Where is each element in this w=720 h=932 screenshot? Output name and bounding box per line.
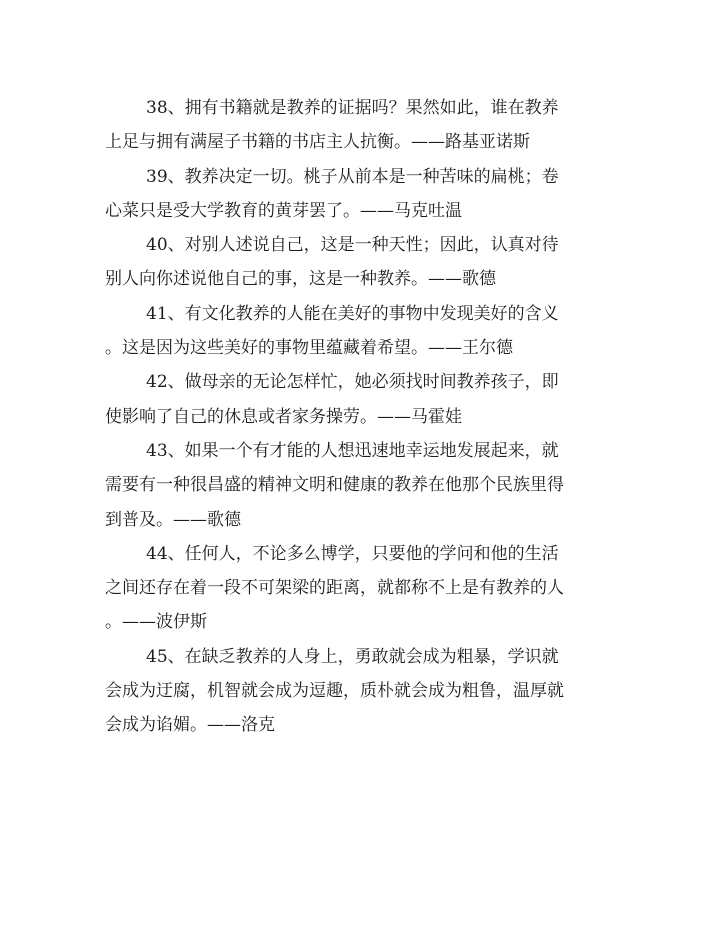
quote-40 xyxy=(105,228,625,297)
quote-line: 之间还存在着一段不可架梁的距离，就都称不上是有教养的人 xyxy=(105,578,564,599)
quote-list xyxy=(105,91,625,743)
quote-line: 。这是因为这些美好的事物里蕴藏着希望。——王尔德 xyxy=(105,338,513,359)
quote-43 xyxy=(105,434,625,537)
quote-45 xyxy=(105,640,625,743)
quote-line: 41、有文化教养的人能在美好的事物中发现美好的含义 xyxy=(146,303,559,324)
quote-line: 心菜只是受大学教育的黄芽罢了。——马克吐温 xyxy=(105,200,462,221)
quote-line: 上足与拥有满屋子书籍的书店主人抗衡。——路基亚诺斯 xyxy=(105,132,530,153)
quote-39 xyxy=(105,160,625,229)
quote-42 xyxy=(105,365,625,434)
quote-line: 会成为迂腐，机智就会成为逗趣，质朴就会成为粗鲁，温厚就 xyxy=(105,681,564,702)
quote-line: 使影响了自己的休息或者家务操劳。——马霍娃 xyxy=(105,406,462,427)
quote-38 xyxy=(105,91,625,160)
quote-line: 44、任何人，不论多么博学，只要他的学问和他的生活 xyxy=(146,543,559,564)
quote-41 xyxy=(105,297,625,366)
quote-line: 。——波伊斯 xyxy=(105,612,207,633)
quote-line: 38、拥有书籍就是教养的证据吗？果然如此，谁在教养 xyxy=(146,98,559,118)
quote-line: 别人向你述说他自己的事，这是一种教养。——歌德 xyxy=(105,269,496,290)
quote-line: 40、对别人述说自己，这是一种天性；因此，认真对待 xyxy=(146,235,559,256)
quote-line: 需要有一种很昌盛的精神文明和健康的教养在他那个民族里得 xyxy=(105,475,564,496)
quote-line: 42、做母亲的无论怎样忙，她必须找时间教养孩子，即 xyxy=(146,372,559,393)
quote-line: 45、在缺乏教养的人身上，勇敢就会成为粗暴，学识就 xyxy=(146,646,559,667)
quote-line: 43、如果一个有才能的人想迅速地幸运地发展起来，就 xyxy=(146,440,559,461)
quote-line: 会成为谄媚。——洛克 xyxy=(105,715,275,736)
quote-44 xyxy=(105,537,625,640)
quote-line: 39、教养决定一切。桃子从前本是一种苦味的扁桃；卷 xyxy=(146,166,559,187)
quote-line: 到普及。——歌德 xyxy=(105,509,241,530)
